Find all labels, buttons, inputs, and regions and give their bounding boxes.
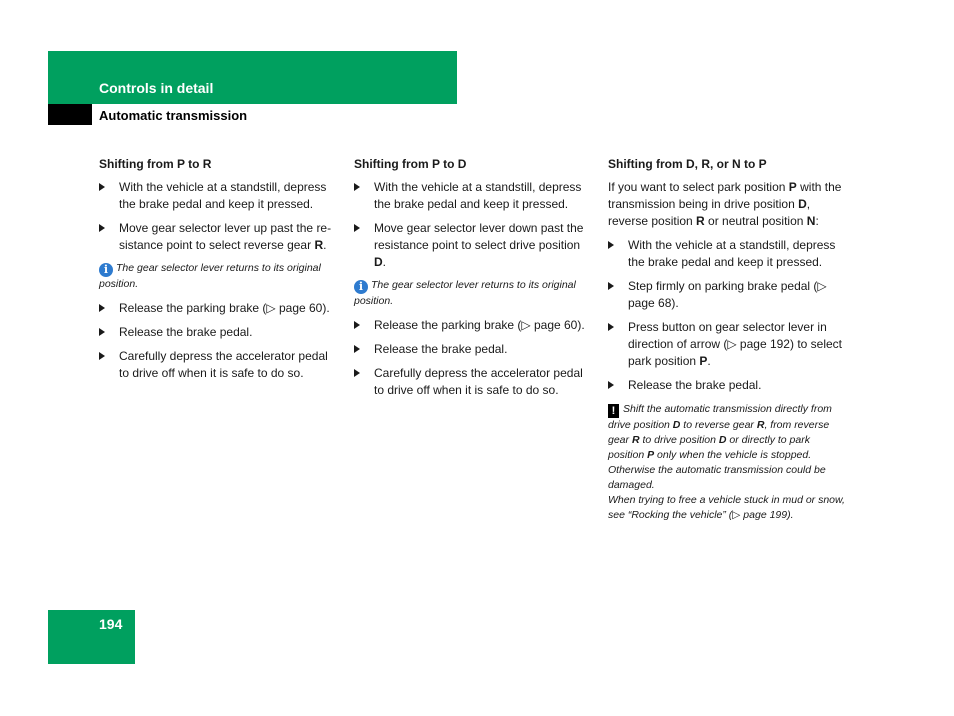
step-item: Carefully depress the accelerator pedal to drive off when it is safe to do so. <box>354 365 594 399</box>
arrow-icon <box>99 352 105 360</box>
arrow-icon <box>608 381 614 389</box>
step-item: With the vehicle at a standstill, depress the brake pedal and keep it pressed. <box>99 179 339 213</box>
arrow-icon <box>608 282 614 290</box>
arrow-icon <box>99 304 105 312</box>
step-item: Release the brake pedal. <box>354 341 594 358</box>
arrow-icon <box>608 323 614 331</box>
step-item: With the vehicle at a standstill, depress the brake pedal and keep it pressed. <box>354 179 594 213</box>
step-item: Move gear selector lever down past the resistance point to select drive position D. <box>354 220 594 271</box>
column-p-to-d <box>354 156 594 406</box>
arrow-icon <box>99 224 105 232</box>
arrow-icon <box>608 241 614 249</box>
column-heading: Shifting from D, R, or N to P <box>608 157 767 171</box>
info-icon: i <box>354 280 368 294</box>
arrow-icon <box>99 328 105 336</box>
step-item: Release the brake pedal. <box>99 324 339 341</box>
section-title: Controls in detail <box>99 80 214 96</box>
header-bar <box>48 51 457 104</box>
warning-note: ! Shift the automatic transmission directly from drive position D to reverse gear R, from reverse gear R to drive position D or directly to park position P only when the vehicle is stopped. Otherwise the automatic transmission could be damaged. When trying to free a vehicle stuck in mud or snow, see “Rocking the vehicle” (▷ page 199). <box>608 403 845 521</box>
arrow-icon <box>354 321 360 329</box>
arrow-icon <box>99 183 105 191</box>
intro-paragraph: If you want to select park position P with the transmission being in drive position D, reverse position R or neutral position N: <box>608 180 842 228</box>
info-note: i The gear selector lever returns to its original position. <box>99 262 321 290</box>
step-item: Carefully depress the accelerator pedal to drive off when it is safe to do so. <box>99 348 339 382</box>
arrow-icon <box>354 183 360 191</box>
step-item: Move gear selector lever up past the re-sistance point to select reverse gear R. <box>99 220 339 254</box>
step-item: Release the brake pedal. <box>608 377 848 394</box>
column-p-to-r <box>99 156 339 389</box>
warning-followup: When trying to free a vehicle stuck in mud or snow, see “Rocking the vehicle” (▷ page 199). <box>608 494 845 521</box>
arrow-icon <box>354 369 360 377</box>
step-item: Release the parking brake (▷ page 60). <box>99 300 339 317</box>
column-to-p <box>608 156 848 523</box>
subsection-title: Automatic transmission <box>99 108 248 123</box>
arrow-icon <box>354 345 360 353</box>
header-tab <box>48 104 92 125</box>
page-number: 194 <box>99 616 123 632</box>
step-item: With the vehicle at a standstill, depress the brake pedal and keep it pressed. <box>608 237 848 271</box>
step-list <box>354 179 594 271</box>
step-item: Step firmly on parking brake pedal (▷ page 68). <box>608 278 848 312</box>
info-icon: i <box>99 263 113 277</box>
info-note: i The gear selector lever returns to its original position. <box>354 279 576 307</box>
warning-icon: ! <box>608 404 619 418</box>
arrow-icon <box>354 224 360 232</box>
step-list <box>354 317 594 399</box>
step-item: Press button on gear selector lever in direction of arrow (▷ page 192) to select park position P. <box>608 319 848 370</box>
step-list <box>99 300 339 382</box>
column-heading: Shifting from P to D <box>354 157 467 171</box>
step-list <box>608 237 848 394</box>
step-item: Release the parking brake (▷ page 60). <box>354 317 594 334</box>
column-heading: Shifting from P to R <box>99 157 212 171</box>
step-list <box>99 179 339 254</box>
